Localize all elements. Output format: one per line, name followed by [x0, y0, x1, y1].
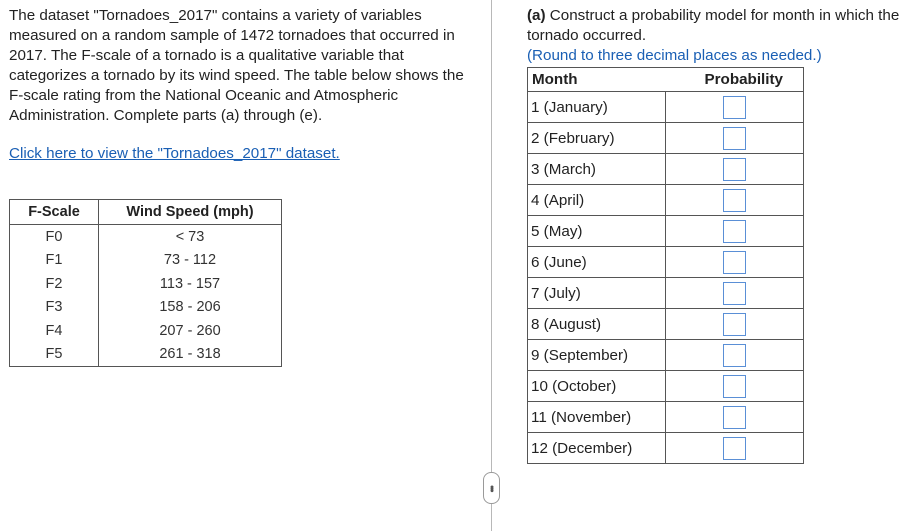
- table-row: [528, 123, 804, 154]
- probability-input[interactable]: [723, 406, 746, 429]
- probability-input[interactable]: [723, 437, 746, 460]
- part-a-prompt: [527, 6, 907, 46]
- table-row: [528, 247, 804, 278]
- fscale-cell: F4: [10, 319, 99, 343]
- table-row: [528, 309, 804, 340]
- probability-input[interactable]: [723, 251, 746, 274]
- table-row: [528, 92, 804, 123]
- probability-input[interactable]: [723, 375, 746, 398]
- part-a-text: Construct a probability model for month in which the tornado occurred.: [527, 7, 900, 44]
- month-header: Month: [528, 68, 666, 92]
- fscale-header: F-Scale: [10, 200, 99, 225]
- month-cell: 3 (March): [528, 154, 666, 185]
- month-cell: 7 (July): [528, 278, 666, 309]
- table-row: [528, 154, 804, 185]
- wind-speed-header: Wind Speed (mph): [99, 200, 282, 225]
- probability-input[interactable]: [723, 189, 746, 212]
- fscale-cell: F3: [10, 296, 99, 320]
- probability-table: [527, 67, 804, 464]
- wind-speed-cell: 158 - 206: [99, 296, 282, 320]
- fscale-cell: F2: [10, 272, 99, 296]
- table-row: [528, 216, 804, 247]
- month-cell: 4 (April): [528, 185, 666, 216]
- round-note: (Round to three decimal places as needed.): [527, 47, 822, 64]
- table-row: [10, 225, 282, 249]
- probability-input[interactable]: [723, 220, 746, 243]
- month-cell: 12 (December): [528, 433, 666, 464]
- probability-input[interactable]: [723, 96, 746, 119]
- table-row: [10, 249, 282, 273]
- panel-divider[interactable]: [491, 0, 492, 531]
- fscale-cell: F5: [10, 343, 99, 367]
- question-panel: [9, 6, 469, 163]
- wind-speed-cell: < 73: [99, 225, 282, 249]
- probability-input[interactable]: [723, 127, 746, 150]
- table-row: [528, 433, 804, 464]
- table-row: [528, 278, 804, 309]
- table-row: [10, 272, 282, 296]
- fscale-table: [9, 199, 282, 367]
- table-row: [10, 319, 282, 343]
- table-row: [528, 371, 804, 402]
- wind-speed-cell: 207 - 260: [99, 319, 282, 343]
- month-cell: 10 (October): [528, 371, 666, 402]
- table-row: [10, 343, 282, 367]
- month-cell: 2 (February): [528, 123, 666, 154]
- wind-speed-cell: 261 - 318: [99, 343, 282, 367]
- part-a-label: (a): [527, 7, 546, 24]
- table-row: [528, 340, 804, 371]
- month-cell: 9 (September): [528, 340, 666, 371]
- question-intro: The dataset "Tornadoes_2017" contains a variety of variables measured on a random sample of 1472 tornadoes that occurred in 2017. The F-scale of a tornado is a qualitative variable that categorizes a tornado by its wind speed. The table below shows the F-scale rating from the National Oceanic and Atmospheric Administration. Complete parts (a) through (e).: [9, 7, 464, 124]
- probability-input[interactable]: [723, 344, 746, 367]
- probability-input[interactable]: [723, 158, 746, 181]
- probability-input[interactable]: [723, 282, 746, 305]
- table-row: [528, 402, 804, 433]
- ellipsis-vertical-icon[interactable]: •••: [483, 472, 500, 504]
- month-cell: 8 (August): [528, 309, 666, 340]
- table-row: [10, 296, 282, 320]
- probability-input[interactable]: [723, 313, 746, 336]
- fscale-cell: F0: [10, 225, 99, 249]
- month-cell: 1 (January): [528, 92, 666, 123]
- month-cell: 6 (June): [528, 247, 666, 278]
- month-cell: 5 (May): [528, 216, 666, 247]
- answer-panel: [527, 6, 907, 66]
- dataset-link[interactable]: Click here to view the "Tornadoes_2017" dataset.: [9, 145, 340, 162]
- probability-header: Probability: [665, 68, 804, 92]
- fscale-cell: F1: [10, 249, 99, 273]
- wind-speed-cell: 113 - 157: [99, 272, 282, 296]
- month-cell: 11 (November): [528, 402, 666, 433]
- table-row: [528, 185, 804, 216]
- wind-speed-cell: 73 - 112: [99, 249, 282, 273]
